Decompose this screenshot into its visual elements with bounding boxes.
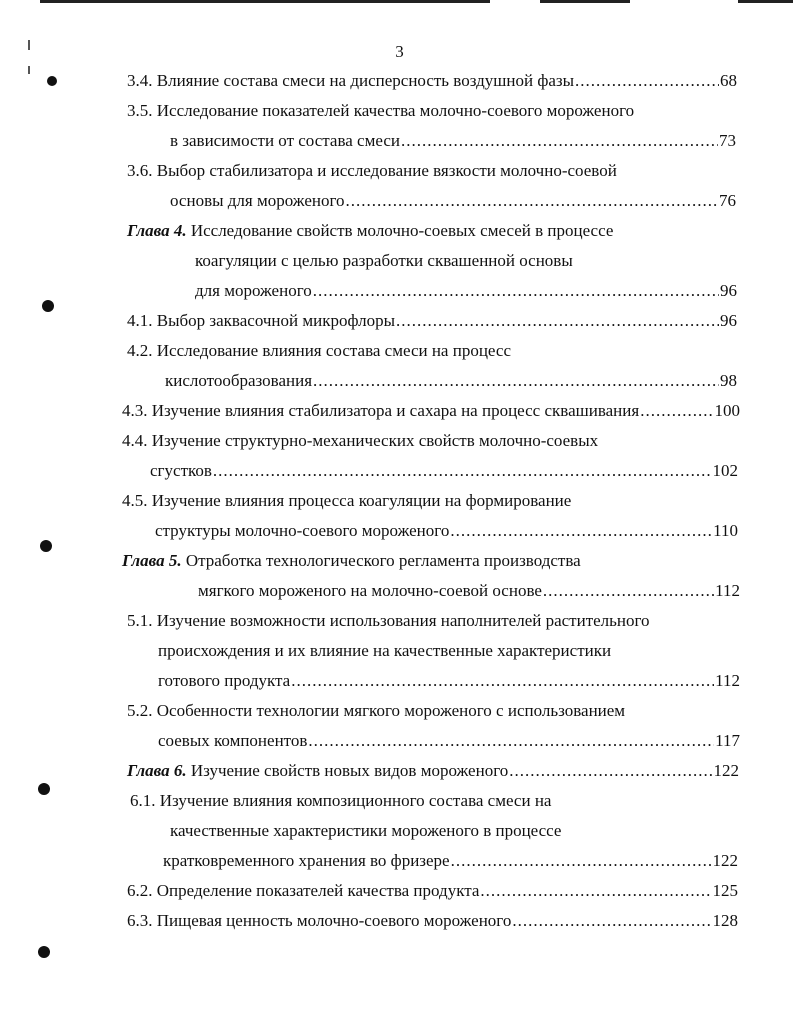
chapter-heading: Глава 4. Исследование свойств молочно-соевых смесей в процессе xyxy=(127,221,614,240)
toc-entry: качественные характеристики мороженого в процессе xyxy=(170,821,562,840)
toc-entry: 4.1. Выбор заквасочной микрофлоры ..... 96 xyxy=(127,310,737,332)
toc-entry: сгустков ..... 102 xyxy=(150,460,738,482)
toc-entry: 6.3. Пищевая ценность молочно-соевого мороженого ..... 128 xyxy=(127,910,738,932)
binder-hole-mark xyxy=(42,300,54,312)
chapter-label: Глава 6. xyxy=(127,761,187,780)
toc-entry: кислотообразования ..... 98 xyxy=(165,370,737,392)
toc-entry: 4.3. Изучение влияния стабилизатора и сахара на процесс сквашивания ..... 100 xyxy=(122,400,740,422)
scan-top-edge-line xyxy=(738,0,793,3)
toc-entry: для мороженого ..... 96 xyxy=(195,280,737,302)
toc-entry: мягкого мороженого на молочно-соевой основе ..... 112 xyxy=(198,580,740,602)
chapter-label: Глава 5. xyxy=(122,551,182,570)
scan-margin-mark xyxy=(28,66,30,74)
binder-hole-mark xyxy=(38,783,50,795)
chapter-heading: Глава 6. Изучение свойств новых видов мороженого ..... 122 xyxy=(127,760,739,782)
toc-entry: готового продукта ..... 112 xyxy=(158,670,740,692)
toc-entry: 3.5. Исследование показателей качества молочно-соевого мороженого xyxy=(127,101,635,120)
toc-entry: кратковременного хранения во фризере ..... 122 xyxy=(163,850,738,872)
chapter-heading: Глава 5. Отработка технологического регламента производства xyxy=(122,551,581,570)
toc-entry: 4.2. Исследование влияния состава смеси на процесс xyxy=(127,341,511,360)
toc-entry: в зависимости от состава смеси ..... 73 xyxy=(170,130,736,152)
toc-entry: происхождения и их влияние на качественные характеристики xyxy=(158,641,612,660)
toc-entry: 4.5. Изучение влияния процесса коагуляции на формирование xyxy=(122,491,572,510)
scan-top-edge-line xyxy=(40,0,490,3)
toc-entry: 4.4. Изучение структурно-механических свойств молочно-соевых xyxy=(122,431,599,450)
toc-entry: 5.2. Особенности технологии мягкого мороженого с использованием xyxy=(127,701,626,720)
toc-entry: 3.4. Влияние состава смеси на дисперсность воздушной фазы ..... 68 xyxy=(127,70,737,92)
scan-top-edge-line xyxy=(540,0,630,3)
chapter-label: Глава 4. xyxy=(127,221,187,240)
toc-entry: основы для мороженого ..... 76 xyxy=(170,190,736,212)
toc-entry: соевых компонентов ..... 117 xyxy=(158,730,740,752)
page-number: 3 xyxy=(395,42,404,61)
toc-entry: 6.2. Определение показателей качества продукта ..... 125 xyxy=(127,880,738,902)
toc-entry: коагуляции с целью разработки сквашенной основы xyxy=(195,251,573,270)
toc-entry: 5.1. Изучение возможности использования наполнителей растительного xyxy=(127,611,650,630)
binder-hole-mark xyxy=(40,540,52,552)
toc-entry: 3.6. Выбор стабилизатора и исследование вязкости молочно-соевой xyxy=(127,161,617,180)
binder-hole-mark xyxy=(38,946,50,958)
toc-entry: структуры молочно-соевого мороженого ..... 110 xyxy=(155,520,738,542)
binder-hole-mark xyxy=(47,76,57,86)
toc-entry: 6.1. Изучение влияния композиционного состава смеси на xyxy=(130,791,552,810)
